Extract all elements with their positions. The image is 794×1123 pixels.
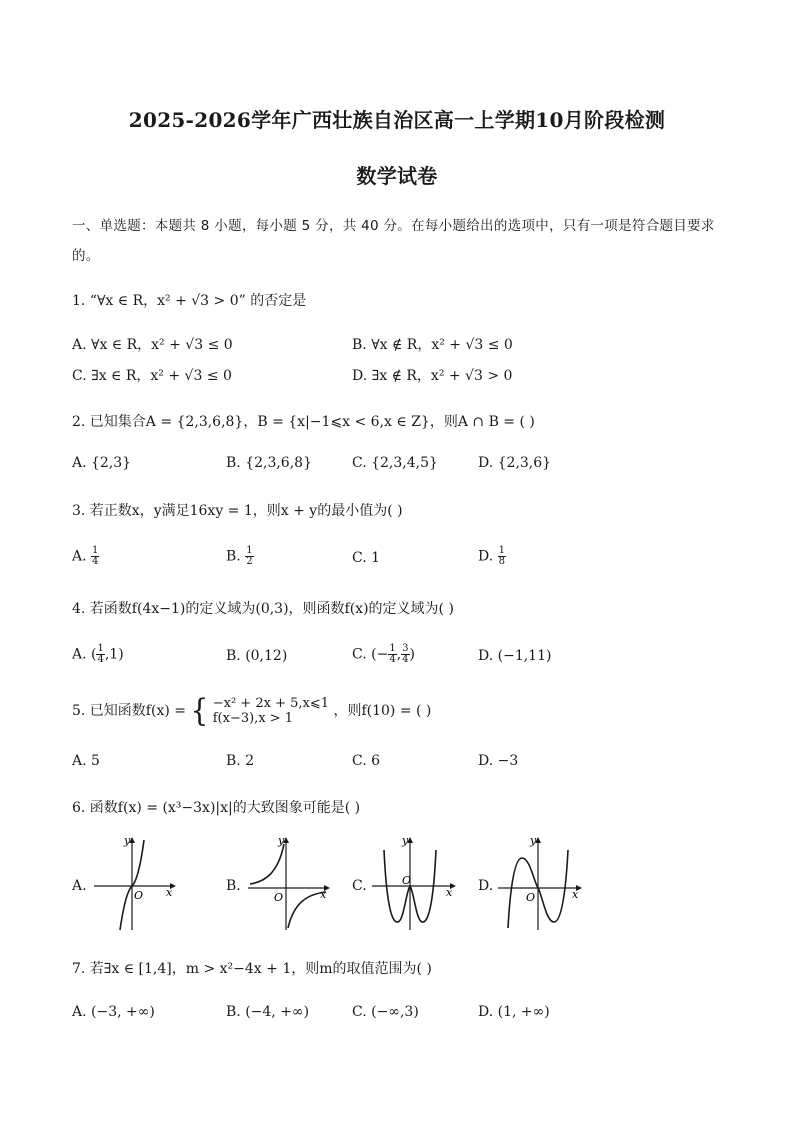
q4-option-a-label: A.	[72, 646, 87, 663]
q6-graph-a	[90, 832, 180, 932]
piecewise-case-2: f(x−3),x > 1	[212, 711, 294, 726]
q7-option-a: A. (−3, +∞)	[72, 1004, 155, 1020]
q6-graph-b	[244, 832, 334, 932]
q1-option-b: B. ∀x ∉ R，x² + √3 ≤ 0	[352, 337, 513, 353]
q6-option-d-label: D.	[478, 878, 494, 894]
fraction-denominator: 4	[97, 654, 104, 665]
q7-option-d: D. (1, +∞)	[478, 1004, 550, 1020]
q6-option-a-label: A.	[72, 878, 87, 894]
q5-option-c: C. 6	[352, 753, 381, 769]
q6-graph-d	[494, 832, 586, 932]
question-1-stem: 1. “∀x ∈ R，x² + √3 > 0” 的否定是	[72, 293, 307, 309]
q5-option-a: A. 5	[72, 753, 100, 769]
q1-option-c: C. ∃x ∈ R，x² + √3 ≤ 0	[72, 368, 232, 384]
q3-option-d-fraction	[498, 546, 506, 567]
q3-option-d-label: D.	[478, 548, 494, 565]
exam-title: 2025-2026学年广西壮族自治区高一上学期10月阶段检测	[128, 108, 666, 132]
q3-option-c: C. 1	[352, 550, 381, 566]
q3-option-d	[478, 546, 506, 567]
fraction-denominator: 8	[498, 556, 506, 567]
fraction-numerator: 1	[246, 545, 253, 556]
x-label: x	[446, 886, 453, 899]
q5-stem-prefix: 5. 已知函数f(x) =	[72, 703, 186, 719]
origin-label: O	[402, 874, 412, 887]
x-label: x	[572, 888, 579, 901]
q2-option-c: C. {2,3,4,5}	[352, 455, 438, 471]
x-label: x	[320, 888, 327, 901]
question-3-stem: 3. 若正数x，y满足16xy = 1，则x + y的最小值为( )	[72, 503, 403, 519]
q5-option-b: B. 2	[226, 753, 255, 769]
fraction-numerator: 3	[402, 643, 409, 654]
question-6-stem: 6. 函数f(x) = (x³−3x)|x|的大致图象可能是( )	[72, 800, 361, 816]
y-label: y	[278, 834, 285, 847]
q3-option-b	[226, 546, 254, 567]
q2-option-d: D. {2,3,6}	[478, 455, 552, 471]
q1-option-a: A. ∀x ∈ R，x² + √3 ≤ 0	[72, 337, 233, 353]
piecewise-case-1: −x² + 2x + 5,x⩽1	[212, 696, 329, 711]
q4-option-c-fraction-2	[401, 644, 409, 665]
q5-stem-suffix: ，则f(10) = ( )	[333, 703, 432, 719]
q6-graph-c	[368, 832, 460, 932]
fraction-numerator: 1	[97, 643, 104, 654]
q4-option-a-fraction	[96, 644, 104, 665]
interval-end: ,1)	[104, 646, 124, 663]
q6-option-b-label: B.	[226, 878, 241, 894]
q5-option-d: D. −3	[478, 753, 519, 769]
q7-option-b: B. (−4, +∞)	[226, 1004, 310, 1020]
q4-option-a	[72, 644, 124, 665]
curve-left	[250, 844, 284, 884]
paren-open: (	[91, 646, 97, 663]
section-instruction-line2: 的。	[72, 248, 100, 264]
paren-close: )	[409, 646, 415, 663]
exam-subtitle: 数学试卷	[356, 164, 438, 188]
fraction-numerator: 1	[92, 545, 99, 556]
origin-label: O	[526, 891, 536, 904]
y-label: y	[402, 834, 409, 847]
q4-option-b: B. (0,12)	[226, 648, 288, 664]
section-instruction-line1: 一、单选题：本题共 8 小题，每小题 5 分，共 40 分。在每小题给出的选项中，只有一项是符合题目要求	[72, 218, 715, 234]
piecewise-brace: {	[190, 692, 209, 729]
q2-option-a: A. {2,3}	[72, 455, 132, 471]
q4-option-c	[352, 644, 415, 665]
fraction-denominator: 4	[402, 654, 409, 665]
y-label: y	[124, 834, 131, 847]
question-5-stem	[72, 692, 432, 729]
origin-label: O	[274, 891, 284, 904]
q6-option-c-label: C.	[352, 878, 367, 894]
fraction-numerator: 1	[498, 545, 506, 556]
question-2-stem: 2. 已知集合A = {2,3,6,8}，B = {x|−1⩽x < 6,x ∈ Z}，则A ∩ B = ( )	[72, 414, 535, 430]
comma: ,	[396, 646, 402, 663]
q3-option-a	[72, 546, 99, 567]
q3-option-b-label: B.	[226, 548, 241, 565]
question-4-stem: 4. 若函数f(4x−1)的定义域为(0,3)，则函数f(x)的定义域为( )	[72, 601, 454, 617]
y-label: y	[530, 834, 537, 847]
piecewise-cases	[213, 696, 329, 726]
q3-option-a-label: A.	[72, 548, 87, 565]
q4-option-d: D. (−1,11)	[478, 648, 552, 664]
paren-open: (−	[371, 646, 389, 663]
q4-option-c-fraction-1	[388, 644, 396, 665]
q4-option-c-label: C.	[352, 646, 367, 663]
fraction-denominator: 4	[389, 654, 396, 665]
fraction-numerator: 1	[389, 643, 396, 654]
fraction-denominator: 4	[92, 556, 99, 567]
q7-option-c: C. (−∞,3)	[352, 1004, 419, 1020]
q3-option-a-fraction	[91, 546, 99, 567]
q2-option-b: B. {2,3,6,8}	[226, 455, 312, 471]
q1-option-d: D. ∃x ∉ R，x² + √3 > 0	[352, 368, 513, 384]
x-label: x	[166, 886, 173, 899]
question-7-stem: 7. 若∃x ∈ [1,4]，m > x²−4x + 1，则m的取值范围为( )	[72, 961, 432, 977]
origin-label: O	[134, 889, 144, 902]
fraction-denominator: 2	[246, 556, 253, 567]
q3-option-b-fraction	[245, 546, 253, 567]
